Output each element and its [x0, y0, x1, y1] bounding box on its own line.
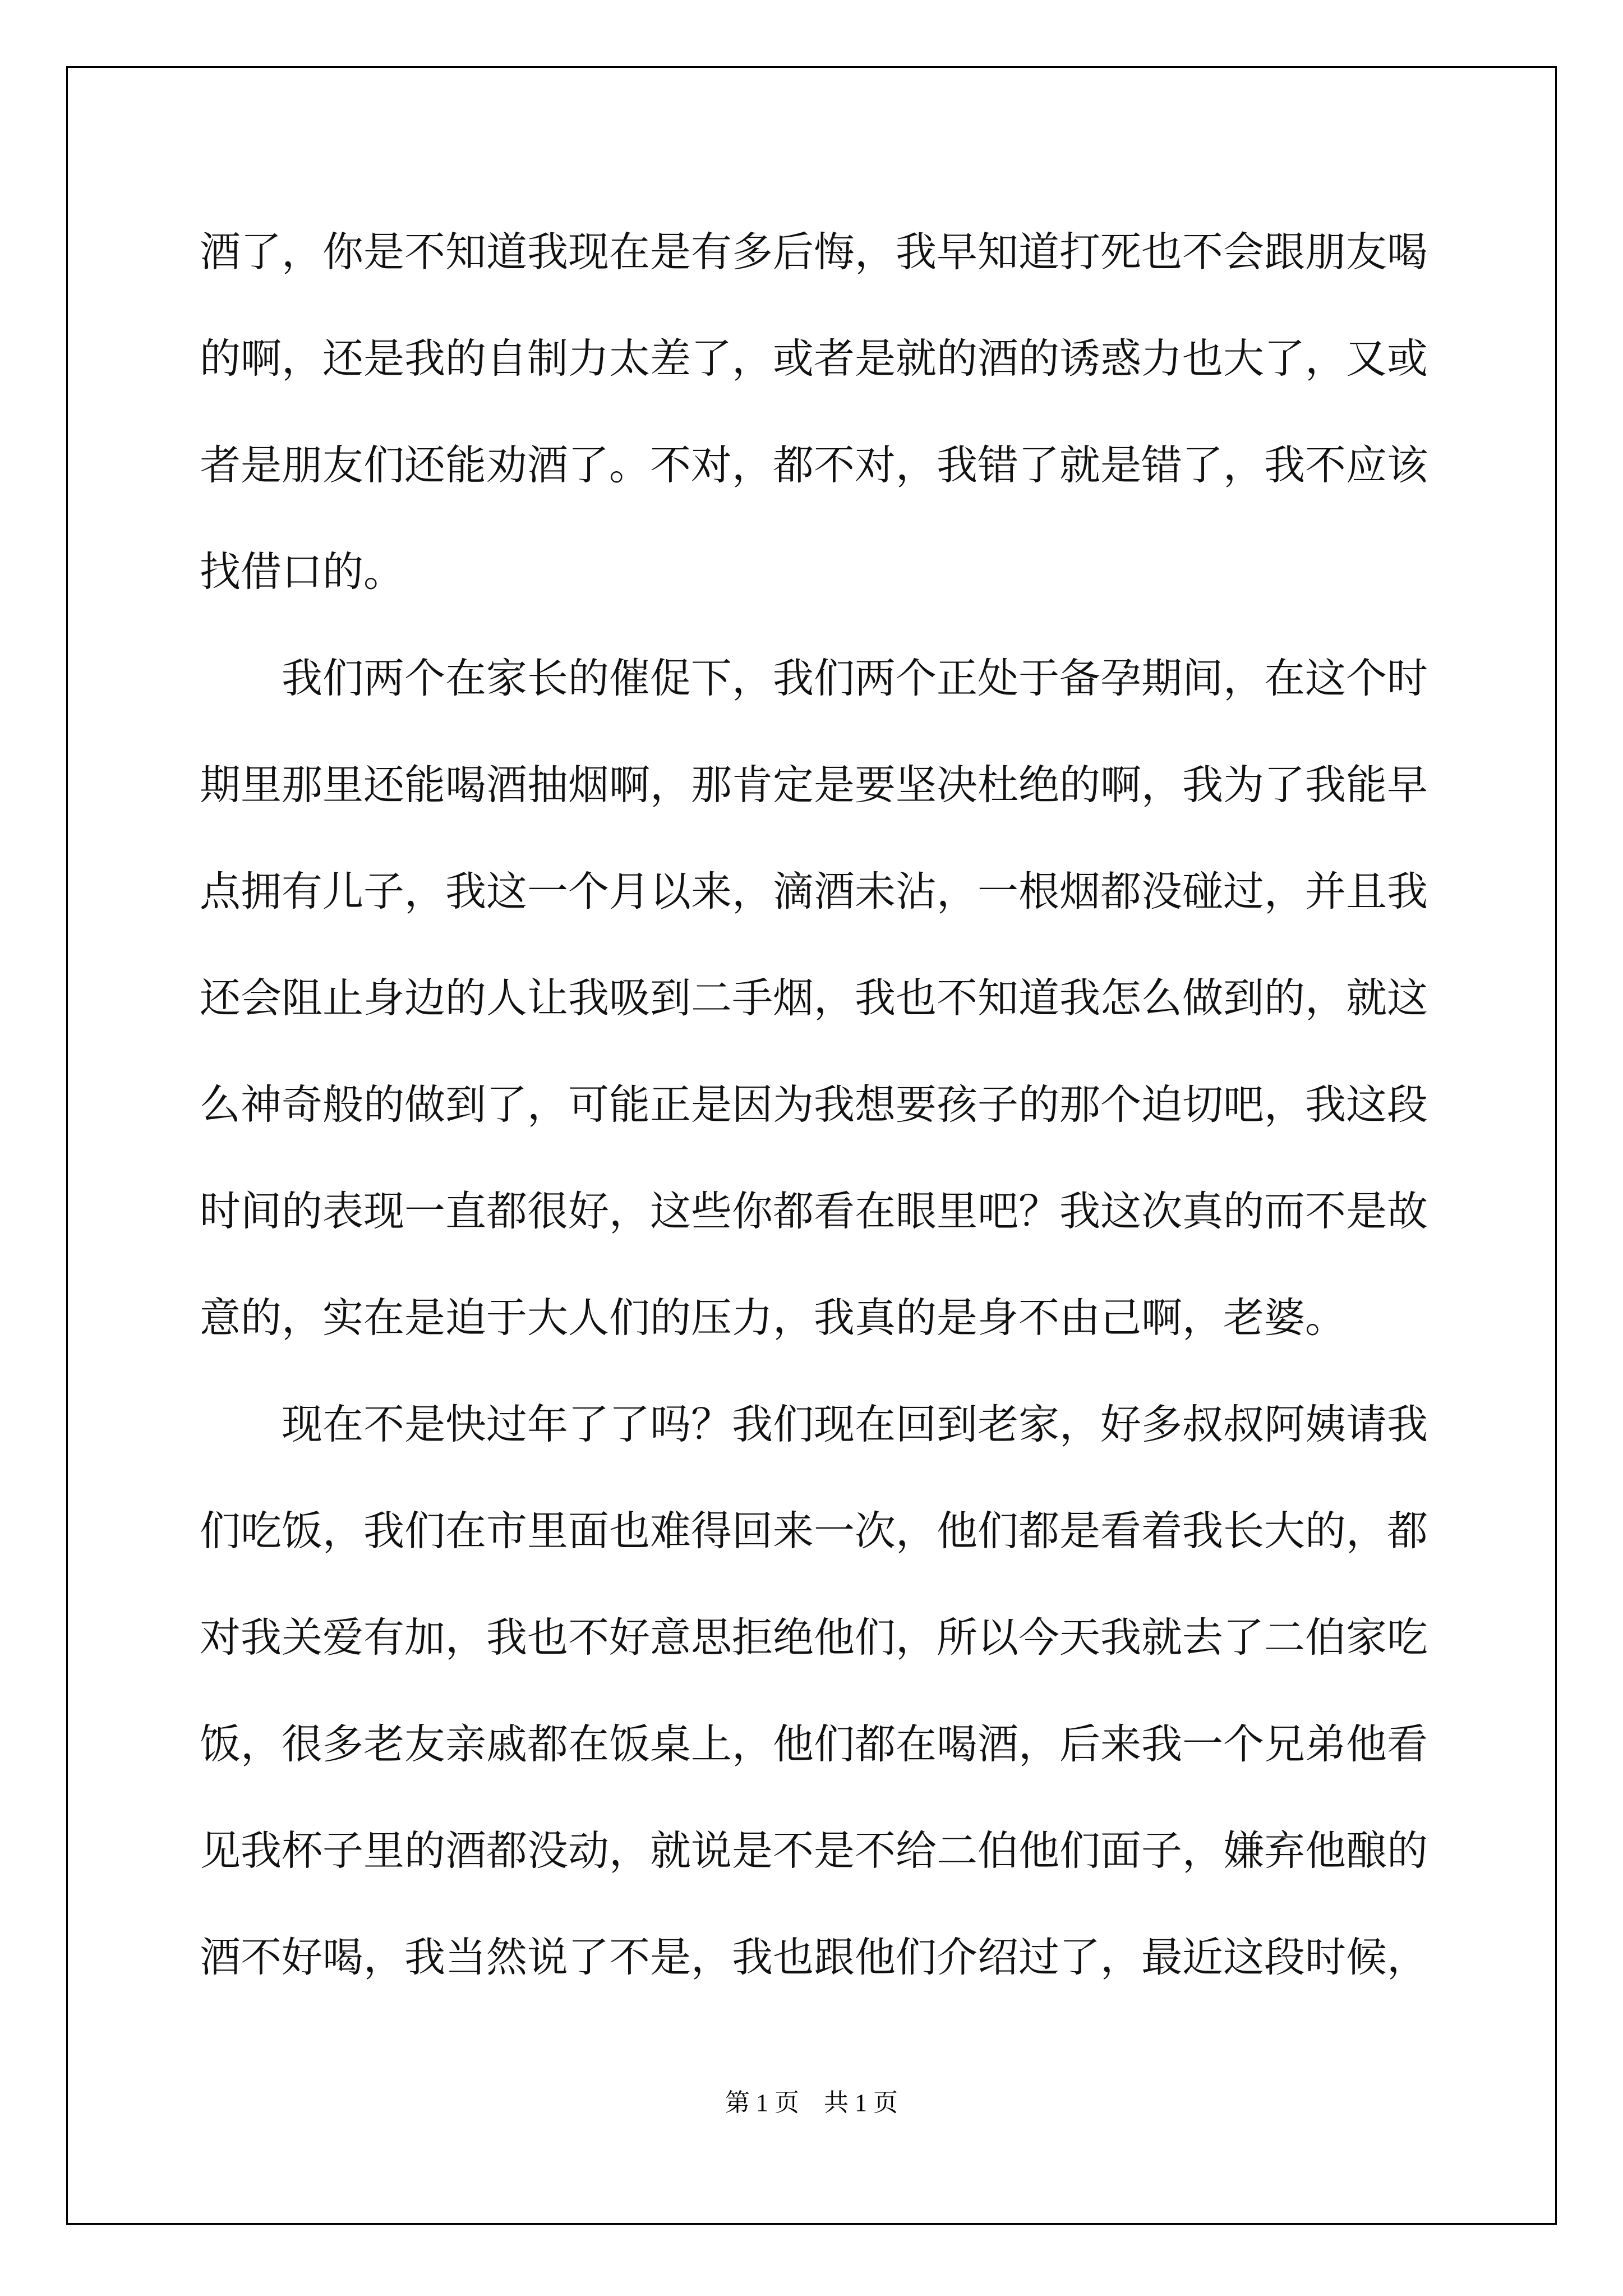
paragraph-3: 现在不是快过年了了吗？我们现在回到老家，好多叔叔阿姨请我们吃饭，我们在市里面也难得回来一次，他们都是看着我长大的，都对我关爱有加，我也不好意思拒绝他们，所以今天我就去了二伯家吃饭，很多老友亲戚都在饭桌上，他们都在喝酒，后来我一个兄弟他看见我杯子里的酒都没动，就说是不是不给二伯他们面子，嫌弃他酿的酒不好喝，我当然说了不是，我也跟他们介绍过了，最近这段时候， — [200, 1401, 1428, 1981]
paragraph-1: 酒了，你是不知道我现在是有多后悔，我早知道打死也不会跟朋友喝的啊，还是我的自制力太差了，或者是就的酒的诱惑力也大了，又或者是朋友们还能劝酒了。不对，都不对，我错了就是错了，我不应该找借口的。 — [200, 228, 1428, 596]
paragraph-2: 我们两个在家长的催促下，我们两个正处于备孕期间，在这个时期里那里还能喝酒抽烟啊，那肯定是要坚决杜绝的啊，我为了我能早点拥有儿子，我这一个月以来，滴酒未沾，一根烟都没碰过，并且我还会阻止身边的人让我吸到二手烟，我也不知道我怎么做到的，就这么神奇般的做到了，可能正是因为我想要孩子的那个迫切吧，我这段时间的表现一直都很好，这些你都看在眼里吧？我这次真的而不是故意的，实在是迫于大人们的压力，我真的是身不由己啊，老婆。 — [200, 655, 1428, 1342]
document-body — [200, 199, 1428, 2011]
page-footer: 第 1 页 共 1 页 — [725, 2089, 898, 2116]
